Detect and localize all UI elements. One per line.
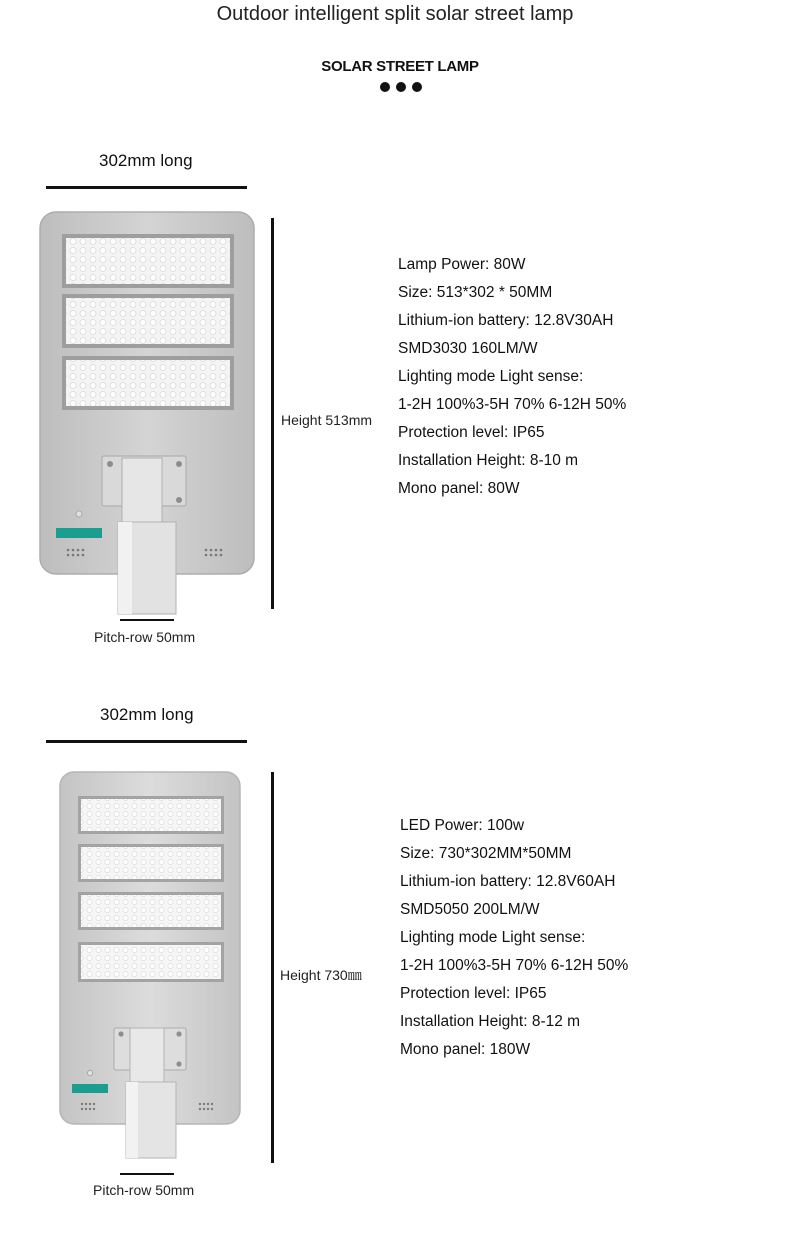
dot-icon	[396, 82, 406, 92]
width-dimension-line	[46, 740, 247, 743]
spec-line: Lithium-ion battery: 12.8V60AH	[400, 873, 616, 890]
spec-line: Size: 513*302 * 50MM	[398, 284, 553, 301]
height-label: Height 513mm	[281, 412, 373, 428]
dot-icon	[380, 82, 390, 92]
decorative-dots	[380, 82, 422, 94]
spec-line: 1-2H 100%3-5H 70% 6-12H 50%	[398, 396, 627, 413]
lamp-image-100w	[58, 770, 244, 1162]
height-label: Height 730㎜	[280, 967, 362, 983]
spec-line: Protection level: IP65	[398, 424, 545, 441]
height-dimension-line	[271, 218, 274, 609]
pitch-label: Pitch-row 50mm	[94, 629, 196, 645]
width-label: 302mm long	[99, 151, 193, 170]
section-title: SOLAR STREET LAMP	[321, 58, 479, 75]
spec-line: Mono panel: 180W	[400, 1041, 531, 1058]
spec-line: Mono panel: 80W	[398, 480, 520, 497]
spec-list-100w	[400, 812, 628, 1064]
spec-line: Protection level: IP65	[400, 985, 547, 1002]
pitch-label: Pitch-row 50mm	[93, 1182, 195, 1198]
spec-list-80w	[398, 251, 626, 503]
lamp-image-80w	[38, 210, 256, 620]
height-dimension-line	[271, 772, 274, 1163]
spec-line: Size: 730*302MM*50MM	[400, 845, 572, 862]
spec-line: Lighting mode Light sense:	[398, 368, 584, 385]
spec-line: SMD3030 160LM/W	[398, 340, 538, 357]
pitch-dimension-line	[120, 619, 174, 621]
spec-line: SMD5050 200LM/W	[400, 901, 540, 918]
spec-line: Installation Height: 8-10 m	[398, 452, 579, 469]
spec-line: 1-2H 100%3-5H 70% 6-12H 50%	[400, 957, 629, 974]
width-dimension-line	[46, 186, 247, 189]
width-label: 302mm long	[100, 705, 194, 724]
spec-line: Lighting mode Light sense:	[400, 929, 586, 946]
spec-line: Lithium-ion battery: 12.8V30AH	[398, 312, 614, 329]
spec-line: LED Power: 100w	[400, 817, 525, 834]
spec-line: Lamp Power: 80W	[398, 256, 526, 273]
page-title: Outdoor intelligent split solar street lamp	[216, 3, 574, 25]
spec-line: Installation Height: 8-12 m	[400, 1013, 581, 1030]
pitch-dimension-line	[120, 1173, 174, 1175]
dot-icon	[412, 82, 422, 92]
